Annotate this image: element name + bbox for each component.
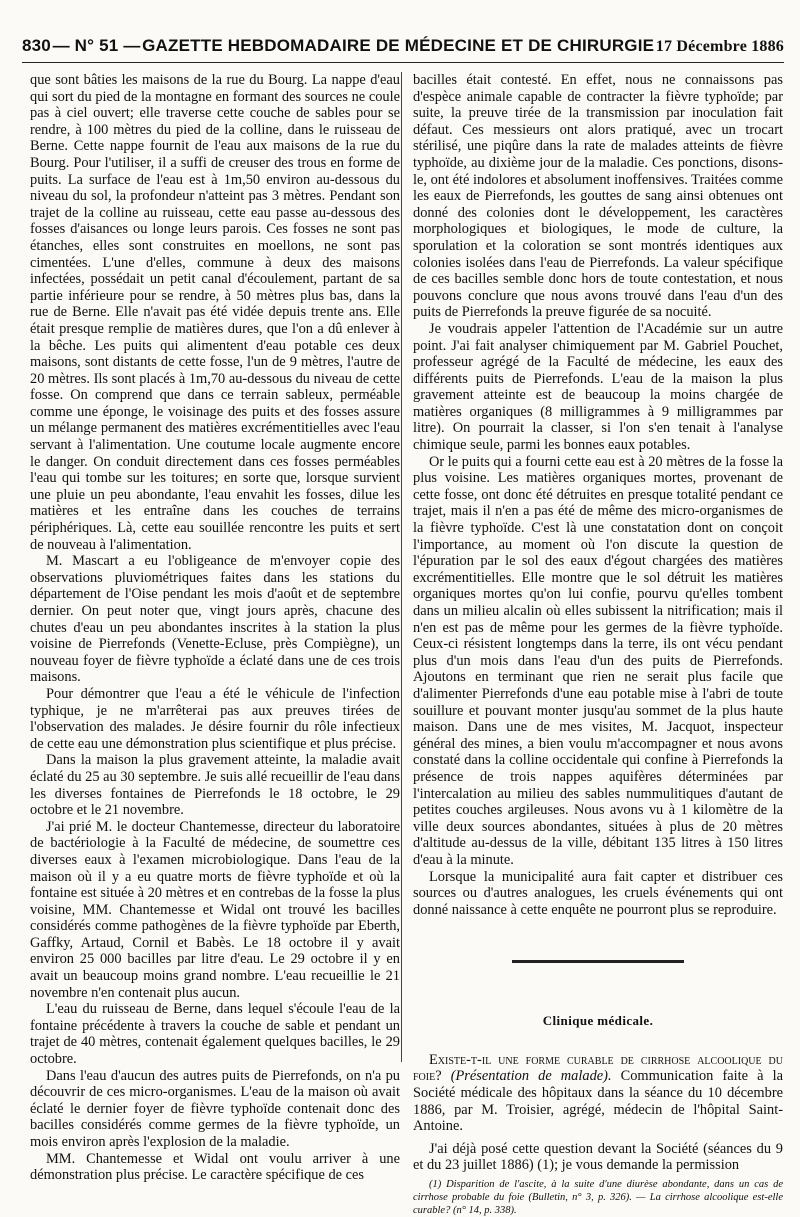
article-intro: J'ai déjà posé cette question devant la Société (séances du 9 et du 23 juillet 1886) (1); je vous demande la permission [413,1140,783,1174]
footnote: (1) Disparition de l'ascite, à la suite d'une diurèse abondante, dans un cas de cirrhose probable du foie (Bulletin, n° 3, p. 326). — La cirrhose alcoolique est-elle curable? (n° 14, p. 338). [413,1179,783,1217]
section-separator [512,960,684,963]
article-subtitle: (Présentation de malade). [450,1068,612,1085]
paragraph: L'eau du ruisseau de Berne, dans lequel s'écoule l'eau de la fontaine précédente à travers la couche de sable et pendant un trajet de 40 mètres, contenait également quelques bacilles, le 29 octobre. [30,1001,400,1068]
page-header [22,36,784,63]
paragraph: MM. Chantemesse et Widal ont voulu arriver à une démonstration plus précise. Le caractère spécifique de ces [30,1150,400,1184]
paragraph: M. Mascart a eu l'obligeance de m'envoyer copie des observations pluviométriques faites dans les stations du département de l'Oise pendant les mois d'août et de septembre dernier. On peut noter que, vingt jours après, chacune des chutes d'eau un peu abondantes inscrites à la station la plus voisine de Pierrefonds (Venette-Ecluse, près Compiègne), un nouveau foyer de fièvre typhoïde a éclaté dans une de ces trois maisons. [30,553,400,686]
article-heading [413,1052,783,1135]
paragraph: Dans la maison la plus gravement atteinte, la maladie avait éclaté du 25 au 30 septembre. Je suis allé recueillir de l'eau dans les diverses fontaines de Pierrefonds le 18 octobre, le 29 octobre et le 21 novembre. [30,752,400,819]
right-column [413,72,783,1217]
paragraph: Je voudrais appeler l'attention de l'Académie sur un autre point. J'ai fait analyser chimiquement par M. Gabriel Pouchet, professeur agrégé de la Faculté de médecine, les eaux des différents puits de Pierrefonds. L'eau de la maison la plus gravement atteinte est de beaucoup la moins chargée de matières organiques (8 milligrammes à 9 milligrammes par litre). On pourrait la classer, si l'on s'en tenait à l'analyse chimique seule, parmi les bonnes eaux potables. [413,320,783,454]
page-number: 830 [22,36,51,55]
paragraph: Lorsque la municipalité aura fait capter et distribuer ces sources ou d'autres analogues, les cruels événements qui ont donné naissance à cette enquête ne pourront plus se reproduire. [413,868,783,918]
section-title: Clinique médicale. [542,1013,654,1029]
article-byline: Communication faite à la Société médicale des hôpitaux dans la séance du 10 décembre 1886, par M. Troisier, agrégé, médecin de l'hôpital Saint-Antoine. [413,1068,783,1135]
paragraph: Pour démontrer que l'eau a été le véhicule de l'infection typhique, je ne m'arrêterai pas aux preuves tirées de l'observation des malades. Je désire fournir du rôle infectieux de cette eau une démonstration plus scientifique et plus précise. [30,685,400,752]
column-divider [401,72,402,1062]
article-title: Existe-t-il une forme curable de cirrhose alcoolique du foie? [413,1051,783,1085]
paragraph: que sont bâties les maisons de la rue du Bourg. La nappe d'eau qui sort du pied de la montagne en formant des sources ne coule pas à ciel ouvert; elle traverse cette couche de sables pour se rendre, à 100 mètres du pied de la colline, dans le ruisseau de Berne. Cette nappe fournit de l'eau aux maisons de la rue du Bourg. Pour l'utiliser, il a suffi de creuser des trous en forme de puits. La surface de l'eau est à 1m,50 environ au-dessous du niveau du sol, la profondeur n'atteint pas 3 mètres. Pendant son trajet de la colline au ruisseau, cette eau passe au-dessous des fosses d'aisances ou longe leurs parois. Ces fosses ne sont pas étanches, elles sont construites en moellons, ne sont pas cimentées. L'une d'elles, commune à deux des maisons infectées, possédait un petit canal d'écoulement, partant de sa partie inférieure pour se rendre, à 50 mètres plus bas, dans la rue de Berne. Elle n'avait pas été vidée depuis trente ans. Elle était presque remplie de matières dures, que l'on a dû enlever à la bêche. Les puits qui alimentent d'eau potable ces deux maisons, sont distants de cette fosse, l'un de 9 mètres, l'autre de 20 mètres. Ils sont placés à 1m,70 au-dessous du niveau de cette fosse. On comprend que dans ce terrain sableux, perméable comme une éponge, le voisinage des puits et des fosses assure un mélange permanent des matières excrémentitielles avec l'eau servant à l'alimentation. Une coutume locale augmente encore le danger. On conduit directement dans ces fosses perméables l'eau qui tombe sur les toitures; en sorte que, lorsque survient une pluie un peu abondante, l'eau envahit les fosses, dilue les matières et les entraîne dans les couches de terrains périphériques. Là, cette eau souillée rencontre les puits et sert de nouveau à l'alimentation. [30,72,400,553]
issue-date: 17 Décembre 1886 [655,38,784,55]
paragraph: bacilles était contesté. En effet, nous ne connaissons pas d'espèce animale capable de contracter la fièvre typhoïde; par suite, la preuve tirée de la transmission par inoculation fait défaut. Ces messieurs ont alors pratiqué, avec un trocart stérilisé, une piqûre dans la rate de malades atteints de fièvre typhoïde, au dixième jour de la maladie. Ces ponctions, disons-le, ont été indolores et absolument inoffensives. Traitées comme les eaux de Pierrefonds, les gouttes de sang ainsi obtenues ont donné des colonies dont le développement, les caractères morphologiques et biologiques, le mode de culture, la sporulation et la coloration se sont montrés identiques aux colonies isolées dans l'eau de Pierrefonds. La valeur spécifique de ces bacilles semble donc hors de toute contestation, et nous pouvons conclure que nous avons trouvé dans l'eau d'un des puits de Pierrefonds la preuve figurée de sa nocuité. [413,72,783,321]
paragraph: J'ai prié M. le docteur Chantemesse, directeur du laboratoire de bactériologie à la Faculté de médecine, de soumettre ces diverses eaux à l'examen microbiologique. Dans l'eau de la maison où il y a eu quatre morts de fièvre typhoïde et où la fontaine est située à 20 mètres et en contrebas de la fosse la plus voisine, MM. Chantemesse et Widal ont trouvé les bacilles considérés comme pathogènes de la fièvre typhoïde par Eberth, Gaffky, Artaud, Cornil et Babès. Le 18 octobre il y avait environ 25 000 bacilles par litre d'eau. Le 29 octobre il y en avait un beaucoup moins grand nombre. L'eau recueillie le 21 novembre n'en contenait plus aucun. [30,818,400,1001]
left-column [30,72,400,1184]
paragraph: Or le puits qui a fourni cette eau est à 20 mètres de la fosse la plus voisine. Les matières organiques mortes, provenant de cette fosse, ont donc été détruites en presque totalité pendant ce trajet, mais il n'en a pas été de même des micro-organismes de la fièvre typhoïde. C'est là une constatation dont on conçoit l'importance, au moment où l'on discute la question de l'épuration par le sol des eaux d'égout chargées des matières excrémentitielles. Elle montre que le sol détruit les matières organiques mortes qu'on lui confie, pourvu qu'elles tombent dans un milieu alcalin où elles subissent la nitrification; mais il n'en est pas de même pour les germes de la fièvre typhoïde. Ceux-ci résistent longtemps dans la terre, ils ont vécu pendant plus d'un mois dans l'eau d'un des puits de Pierrefonds. Ajoutons en terminant que rien ne serait plus facile que d'alimenter Pierrefonds d'une eau potable mise à l'abri de toute souillure et pouvant monter jusqu'au sommet de la plus haute maison. Dans une de mes visites, M. Jacquot, inspecteur général des mines, a bien voulu m'accompagner et nous avons constaté dans la colline occidentale qui confine à Pierrefonds la présence de trois nappes aquifères déterminées par l'intercalation au milieu des sables nummulitiques d'autant de petites couches argileuses. Nous avons vu à 1 kilomètre de la ville deux sources abondantes, situées à plus de 20 mètres d'altitude au-dessus de la ville, débitant 135 litres à 150 litres d'eau à la minute. [413,453,783,868]
paragraph: Dans l'eau d'aucun des autres puits de Pierrefonds, on n'a pu découvrir de ces micro-organismes. L'eau de la maison où avait éclaté le dernier foyer de fièvre typhoïde contenait donc des bacilles considérés comme germes de la fièvre typhoïde, un mois environ après l'explosion de la maladie. [30,1067,400,1150]
issue-number: — N° 51 — [52,36,141,55]
journal-title: GAZETTE HEBDOMADAIRE DE MÉDECINE ET DE CHIRURGIE [142,36,655,55]
